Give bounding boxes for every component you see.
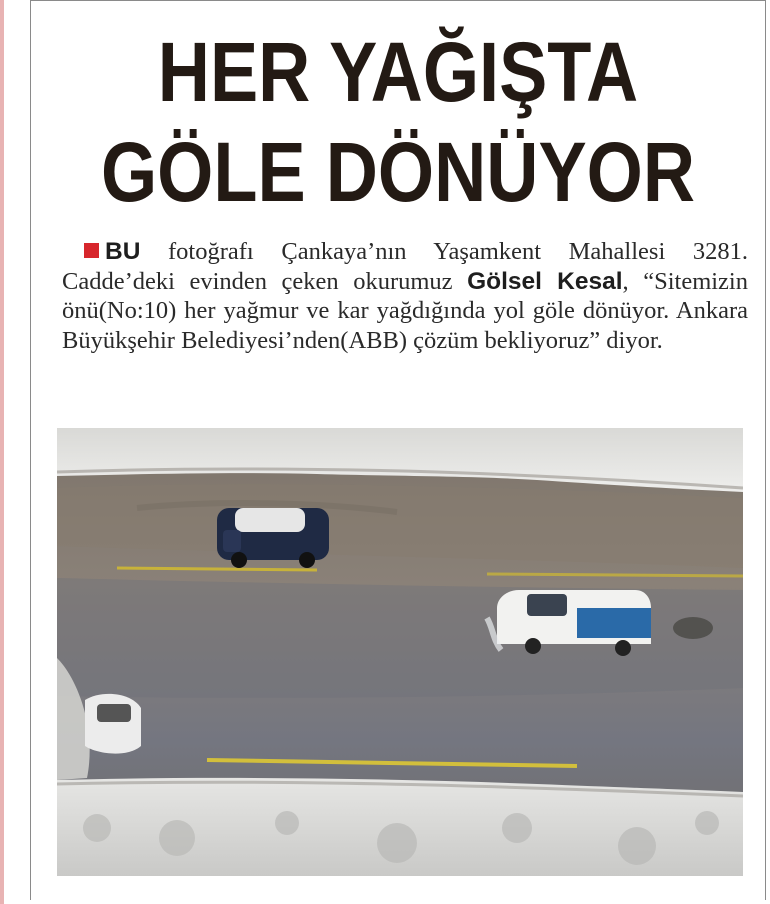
headline-line-2: GÖLE DÖNÜYOR: [100, 125, 695, 219]
reader-name: Gölsel Kesal: [467, 267, 623, 295]
page-margin-rule: [0, 0, 4, 904]
lede-lead-word: BU: [105, 238, 141, 265]
square-bullet-icon: [84, 243, 99, 258]
article-lede: [62, 237, 748, 355]
lede-text-part-1: fotoğrafı Çankaya’nın Yaşamkent Mahallesi 3281. Cadde’deki evinden çeken okurumuz: [62, 238, 748, 295]
lede-text-part-2: , “Sitemizin önü(No:10) her yağmur ve kar yağdığında yol göle dönüyor. Ankara Büyükşehir Belediyesi’nden(ABB) çözüm bekliyoruz” diyor.: [62, 267, 748, 354]
headline: [82, 22, 715, 222]
flooded-street-photo: [57, 428, 743, 876]
headline-line-1: HER YAĞIŞTA: [157, 25, 639, 119]
